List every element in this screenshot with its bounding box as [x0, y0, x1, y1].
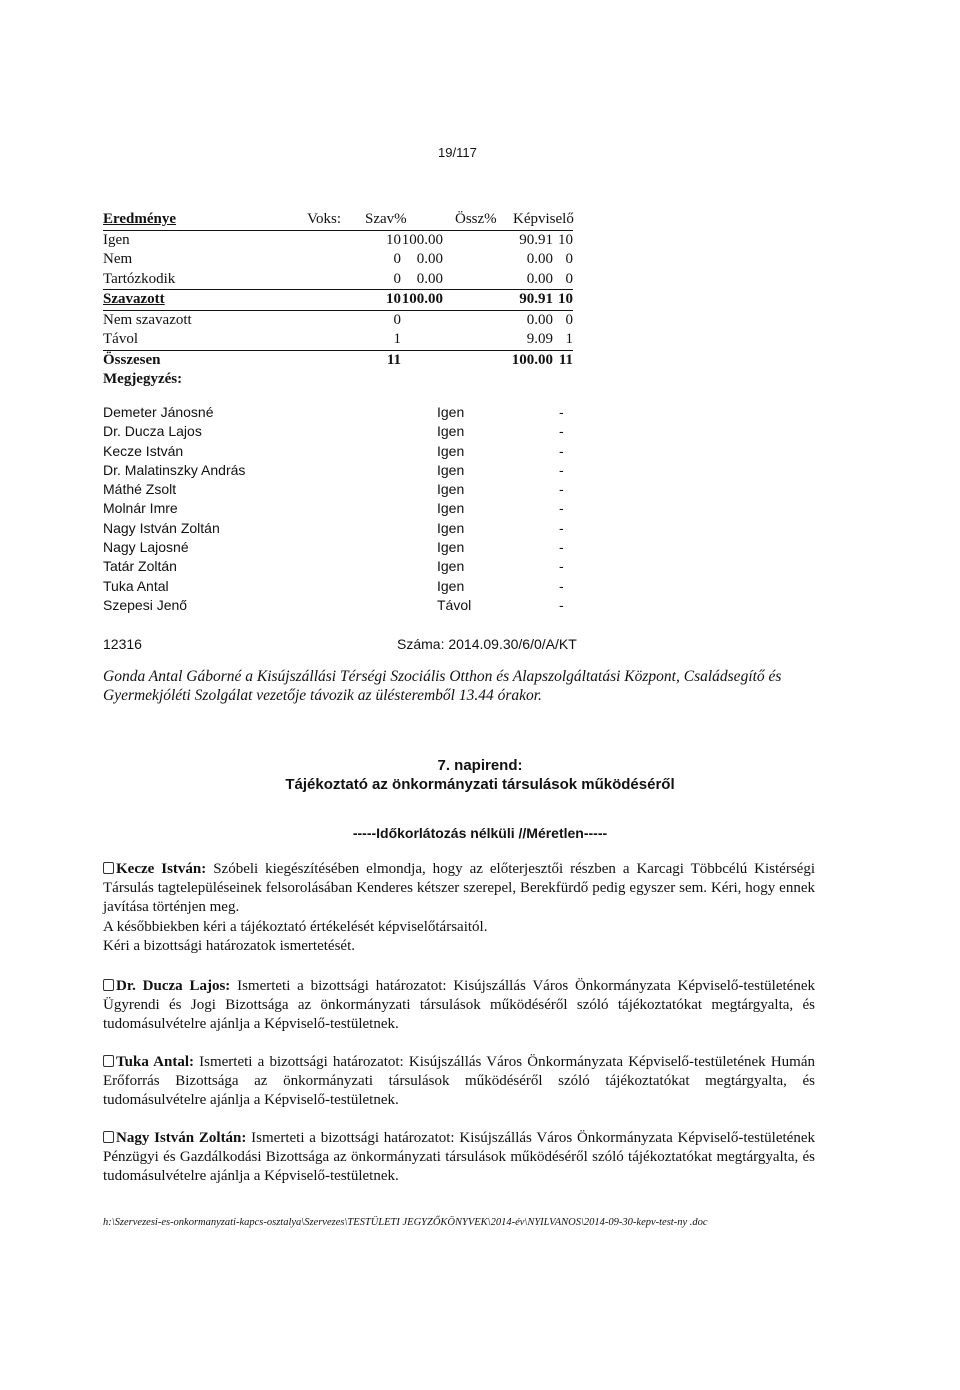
speech-text: Ismerteti a bizottsági határozatot: Kisújszállás Város Önkormányzata Képviselő-testületének Pénzügyi és Gazdálkodási Bizottsága az önkormányzati társulások működéséről szóló tájékoztatókat megtárgyalta, és tudomásulvételre ajánlja a Képviselő-testületnek.	[103, 1130, 815, 1185]
row-ossz: 0.00	[526, 311, 553, 328]
row-ossz: 9.09	[526, 331, 553, 347]
list-item	[103, 557, 573, 576]
szav-header: Szav%	[365, 211, 407, 227]
row-label: Távol	[103, 331, 138, 347]
agenda-title: Tájékoztató az önkormányzati társulások működéséről	[285, 776, 675, 793]
voter-name: Dr. Malatinszky András	[103, 461, 246, 478]
speech-ducza	[103, 977, 815, 1035]
voter-vote: Igen	[437, 519, 465, 536]
voter-vote: Igen	[437, 500, 465, 517]
results-label-header: Eredménye	[103, 211, 177, 227]
checkbox-icon	[103, 1055, 114, 1067]
row-kep: 11	[558, 351, 573, 368]
row-kep: 10	[558, 291, 573, 307]
voter-mark: -	[559, 481, 564, 498]
row-ossz: 90.91	[519, 291, 553, 307]
results-header	[103, 210, 573, 231]
row-kep: 0	[565, 311, 573, 328]
voks-header: Voks:	[307, 211, 341, 227]
voter-name: Demeter Jánosné	[103, 404, 214, 420]
speech-text: Ismerteti a bizottsági határozatot: Kisújszállás Város Önkormányzata Képviselő-testületének Ügyrendi és Jogi Bizottsága az önkormányzati társulások működéséről szóló tájékoztatókat megtárgyalta, és tudomásulvételre ajánlja a Képviselő-testületnek.	[103, 978, 815, 1033]
voter-mark: -	[559, 500, 564, 517]
voter-mark: -	[559, 404, 564, 420]
list-item	[103, 577, 573, 596]
speaker-name: Kecze István:	[116, 861, 207, 877]
checkbox-icon	[103, 979, 114, 991]
voters-list	[103, 403, 573, 615]
row-kep: 10	[558, 231, 573, 248]
voter-name: Kecze István	[103, 442, 184, 459]
voter-name: Molnár Imre	[103, 500, 178, 517]
agenda-time-limit: -----Időkorlátozás nélküli //Méretlen-----	[352, 825, 608, 841]
speech-tuka	[103, 1053, 815, 1111]
voter-name: Máthé Zsolt	[103, 481, 177, 498]
list-item	[103, 403, 573, 422]
row-kep: 0	[565, 270, 573, 287]
voter-name: Nagy István Zoltán	[103, 519, 220, 536]
footer-file-path: h:\Szervezesi-es-onkormanyzati-kapcs-osztalya\Szervezes\TESTÜLETI JEGYZŐKÖNYVEK\2014-év\NYILVANOS\2014-09-30-kepv-test-ny .doc	[103, 1217, 708, 1228]
speaker-name: Nagy István Zoltán:	[116, 1130, 247, 1146]
voter-mark: -	[559, 596, 564, 613]
row-kep: 1	[565, 331, 573, 347]
voter-mark: -	[559, 558, 564, 575]
voter-vote: Igen	[437, 442, 465, 459]
list-item	[103, 538, 573, 557]
list-item	[103, 519, 573, 538]
checkbox-icon	[103, 1131, 114, 1143]
departure-note: Gonda Antal Gáborné a Kisújszállási Térségi Szociális Otthon és Alapszolgáltatási Központ, Családsegítő és Gyermekjóléti Szolgálat vezetője távozik az ülésteremből 13.44 órakor.	[103, 668, 782, 704]
speech-extra-line: A későbbiekben kéri a tájékoztató értékelését képviselőtársaitól.	[103, 918, 488, 935]
voter-name: Nagy Lajosné	[103, 539, 189, 556]
row-szav: 100.00	[401, 291, 443, 307]
row-voks: 1	[393, 331, 401, 347]
voter-name: Szepesi Jenő	[103, 596, 188, 613]
row-voks: 11	[386, 351, 401, 368]
record-id: 12316	[103, 636, 142, 652]
voter-vote: Igen	[437, 404, 465, 420]
row-label: Nem	[103, 251, 133, 267]
speech-kecze	[103, 860, 815, 956]
voter-vote: Igen	[437, 577, 465, 594]
row-voks: 0	[393, 311, 401, 328]
results-table	[103, 210, 573, 390]
results-row	[103, 351, 573, 371]
resolution-number: Száma: 2014.09.30/6/0/A/KT	[397, 636, 577, 652]
results-row	[103, 250, 573, 270]
row-label: Nem szavazott	[103, 311, 192, 328]
voter-vote: Igen	[437, 558, 465, 575]
row-ossz: 100.00	[511, 351, 553, 368]
list-item	[103, 442, 573, 461]
agenda-number: 7. napirend:	[437, 757, 523, 774]
list-item	[103, 480, 573, 499]
list-item	[103, 596, 573, 615]
voter-mark: -	[559, 442, 564, 459]
voter-mark: -	[559, 577, 564, 594]
ossz-header: Össz%	[455, 211, 497, 227]
page-number: 19/117	[438, 145, 477, 160]
results-row	[103, 290, 573, 311]
list-item	[103, 422, 573, 441]
speaker-name: Tuka Antal:	[116, 1054, 194, 1070]
speech-extra-line: Kéri a bizottsági határozatok ismertetését.	[103, 937, 355, 954]
kepviselo-header: Képviselő	[513, 211, 574, 227]
row-ossz: 90.91	[519, 231, 553, 248]
note-label-text: Megjegyzés:	[103, 371, 183, 387]
voter-mark: -	[559, 423, 564, 440]
row-label: Összesen	[103, 351, 161, 368]
results-row	[103, 311, 573, 331]
row-ossz: 0.00	[526, 270, 553, 287]
speech-text: Ismerteti a bizottsági határozatot: Kisújszállás Város Önkormányzata Képviselő-testületének Humán Erőforrás Bizottsága az önkormányzati társulások működéséről szóló tájékoztatókat megtárgyalta, és tudomásulvételre ajánlja a Képviselő-testületnek.	[103, 1054, 815, 1109]
row-ossz: 0.00	[526, 251, 553, 267]
voter-vote: Távol	[437, 596, 472, 613]
list-item	[103, 461, 573, 480]
voter-vote: Igen	[437, 461, 465, 478]
voter-mark: -	[559, 539, 564, 556]
row-voks: 0	[393, 270, 401, 287]
row-szav: 0.00	[416, 251, 443, 267]
speaker-name: Dr. Ducza Lajos:	[116, 978, 231, 994]
voter-mark: -	[559, 519, 564, 536]
row-label: Igen	[103, 231, 130, 248]
voter-name: Tatár Zoltán	[103, 558, 177, 575]
row-voks: 10	[386, 231, 401, 248]
speech-text: Szóbeli kiegészítésében elmondja, hogy az előterjesztői részben a Karcagi Többcélú Kistérségi Társulás tagtelepüléseinek felsorolásában Kenderes kétszer szerepel, Berekfürdő pedig egyszer sem. Kéri, hogy ennek javítása történjen meg.	[103, 861, 815, 916]
row-label: Tartózkodik	[103, 270, 176, 287]
voter-vote: Igen	[437, 539, 465, 556]
row-szav: 0.00	[416, 270, 443, 287]
row-label: Szavazott	[103, 291, 165, 307]
checkbox-icon	[103, 862, 114, 874]
row-kep: 0	[565, 251, 573, 267]
results-row	[103, 231, 573, 251]
note-label	[103, 370, 573, 390]
voter-vote: Igen	[437, 423, 465, 440]
speech-nagy	[103, 1129, 815, 1187]
list-item	[103, 499, 573, 518]
results-row	[103, 330, 573, 351]
results-row	[103, 270, 573, 291]
voter-name: Tuka Antal	[103, 577, 169, 594]
voter-vote: Igen	[437, 481, 465, 498]
voter-name: Dr. Ducza Lajos	[103, 423, 202, 440]
row-voks: 10	[386, 291, 401, 307]
row-szav: 100.00	[401, 231, 443, 248]
row-voks: 0	[393, 251, 401, 267]
voter-mark: -	[559, 461, 564, 478]
